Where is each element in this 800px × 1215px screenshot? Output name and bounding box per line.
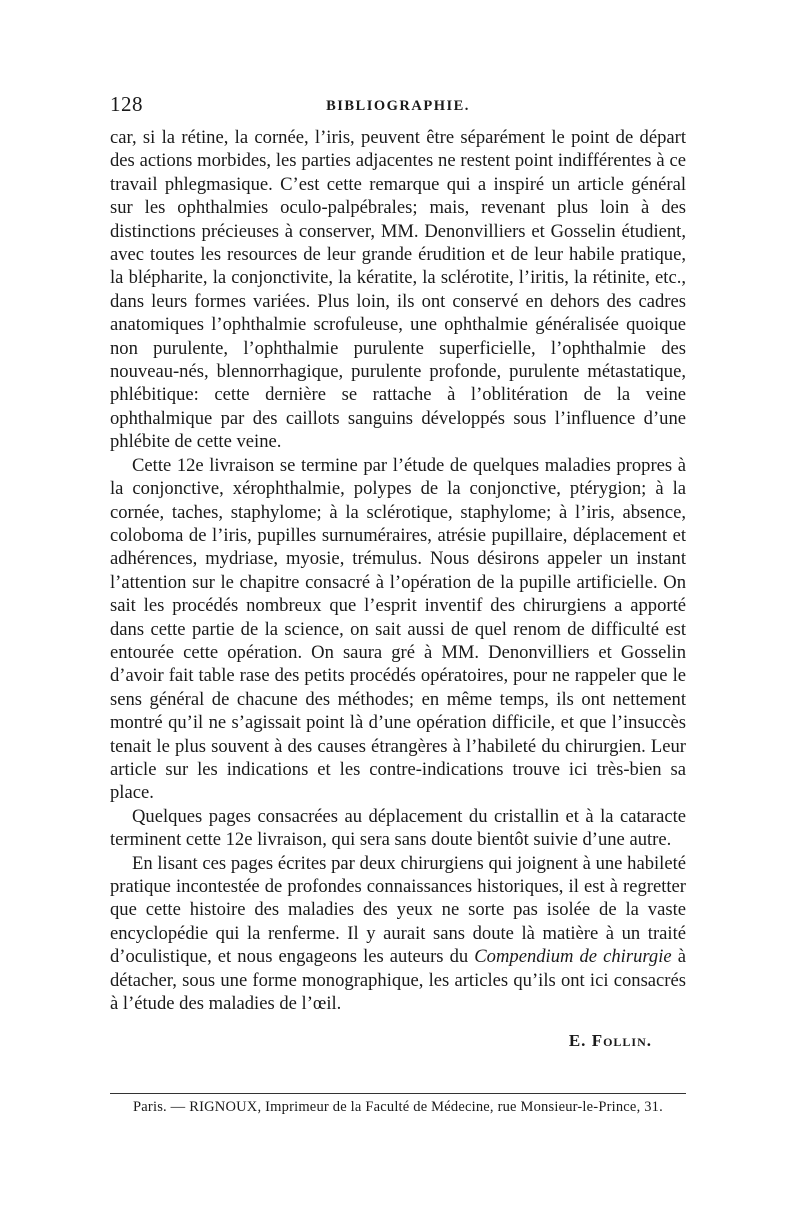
book-title-italic: Compendium de chirurgie (474, 946, 672, 968)
paragraph-4-text-start: En lisant ces pages écrites par deux chirurgiens qui joignent à une habileté pratique incontestée de profondes connaissances historiques, il est à regretter que cette histoire des maladies des yeux ne sorte pas isolée de la vaste encyclopédie qui la renferme. Il y aurait sans doute là matière à un traité d’oculistique, et nous engageons les auteurs du (110, 852, 686, 968)
page-number: 128 (110, 92, 143, 116)
footer-rule (110, 1093, 686, 1094)
paragraph-1: car, si la rétine, la cornée, l’iris, peuvent être séparément le point de départ des actions morbides, les parties adjacentes ne restent point indifférentes à ce travail phlegmasique. C’est cette remarque qui a inspiré un article général sur les ophthalmies oculo-palpébrales; mais, revenant plus loin à des distinctions précieuses à conserver, MM. Denonvilliers et Gosselin étudient, avec toutes les resources de leur grande érudition et de leur habile pratique, la blépharite, la conjonctivite, la kératite, la sclérotite, l’iritis, la rétinite, etc., dans leurs formes variées. Plus loin, ils ont conservé en dehors des cadres anatomiques l’ophthalmie scrofuleuse, une ophthalmie généralisée quoique non purulente, l’ophthalmie purulente superficielle, l’ophthalmie des nouveau-nés, blennorrhagique, purulente profonde, purulente métastatique, phlébitique: cette dernière se rattache à l’oblitération de la veine ophthalmique par des caillots sanguins développés sous l’influence d’une phlébite de cette veine. (110, 127, 686, 453)
running-head (110, 92, 686, 126)
printer-imprint: Paris. — RIGNOUX, Imprimeur de la Faculté de Médecine, rue Monsieur-le-Prince, 31. (133, 1099, 663, 1116)
running-title: BIBLIOGRAPHIE. (326, 98, 470, 114)
author-signature (110, 1031, 686, 1051)
page (110, 92, 686, 1116)
paragraph-4-text-end: à détacher, sous une forme monographique, les articles qu’ils ont ici consacrés à l’étude des maladies de l’œil. (110, 946, 686, 1015)
paragraph-4 (110, 852, 686, 1016)
body-text (110, 126, 686, 1015)
paragraph-2: Cette 12e livraison se termine par l’étude de quelques maladies propres à la conjonctive, xérophthalmie, polypes de la conjonctive, ptérygion; à la cornée, taches, staphylome; à la sclérotique, staphylome; à l’iris, absence, coloboma de l’iris, pupilles surnuméraires, atrésie pupillaire, déplacement et adhérences, mydriase, myosie, trémulus. Nous désirons appeler un instant l’attention sur le chapitre consacré à l’opération de la pupille artificielle. On sait les procédés nombreux que l’esprit inventif des chirurgiens a apporté dans cette partie de la science, on sait aussi de quel renom de difficulté est entourée cette opération. On saura gré à MM. Denonvilliers et Gosselin d’avoir fait table rase des petits procédés opératoires, pour ne rappeler que le sens général de chacune des méthodes; en même temps, ils ont nettement montré qu’il ne s’agissait point là d’une opération difficile, et que l’insuccès tenait le plus souvent à des causes étrangères à l’habileté du chirurgien. Leur article sur les indications et les contre-indications trouve ici très-bien sa place. (110, 454, 686, 804)
paragraph-3: Quelques pages consacrées au déplacement du cristallin et à la cataracte terminent cette 12e livraison, qui sera sans doute bientôt suivie d’une autre. (110, 805, 686, 851)
signature-name: Follin. (591, 1031, 652, 1051)
signature-initial: E. (568, 1031, 587, 1051)
